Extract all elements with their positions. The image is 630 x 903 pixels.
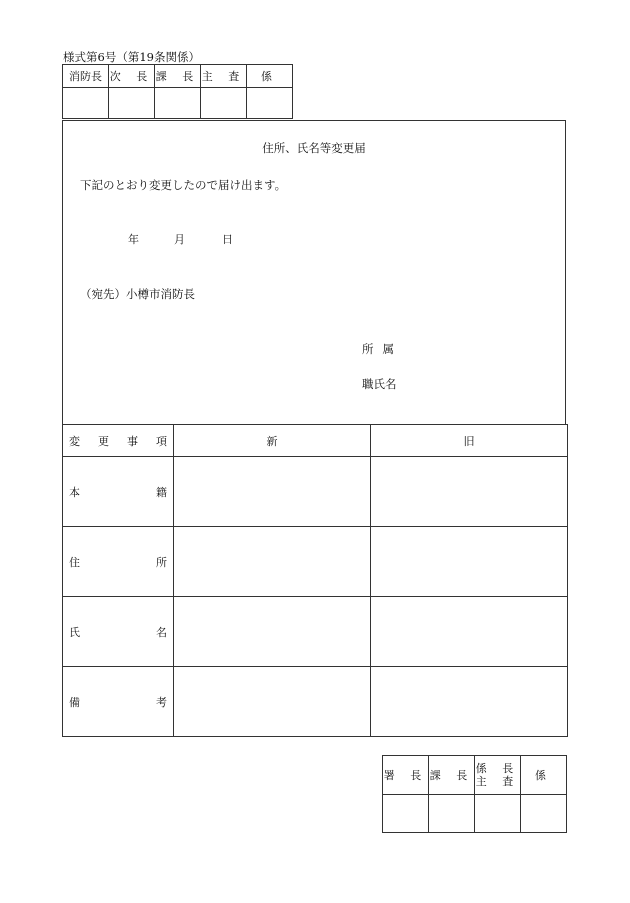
old-value-cell[interactable] [371, 527, 568, 597]
name-label: 職氏名 [362, 377, 397, 391]
approval-stamp-cell[interactable] [63, 88, 109, 119]
new-column-header: 新 [174, 425, 371, 457]
notification-box [62, 120, 566, 425]
approval-stamp-cell[interactable] [155, 88, 201, 119]
approval-stamp-cell[interactable] [201, 88, 247, 119]
intro-text: 下記のとおり変更したので届け出ます。 [80, 178, 287, 192]
form-number: 様式第6号（第19条関係） [63, 50, 200, 64]
approval-header-subsection-chief: 係 長 主 査 [475, 756, 521, 795]
item-column-header: 変 更 事 項 [63, 425, 174, 457]
table-row [63, 597, 568, 667]
approval-stamp-cell[interactable] [247, 88, 293, 119]
new-value-cell[interactable] [174, 527, 371, 597]
new-value-cell[interactable] [174, 597, 371, 667]
new-value-cell[interactable] [174, 457, 371, 527]
table-row [63, 457, 568, 527]
table-row [63, 667, 568, 737]
new-value-cell[interactable] [174, 667, 371, 737]
row-label-remarks: 備 考 [63, 667, 174, 737]
form-title: 住所、氏名等変更届 [262, 141, 366, 155]
approval-header-station-chief: 署 長 [383, 756, 429, 795]
approval-stamp-cell[interactable] [475, 795, 521, 833]
approval-header-staff: 係 [247, 65, 293, 88]
approval-header-staff: 係 [521, 756, 567, 795]
top-approval-table [62, 64, 293, 119]
date-year-label: 年 [128, 233, 139, 246]
row-label-domicile: 本 籍 [63, 457, 174, 527]
row-label-address: 住 所 [63, 527, 174, 597]
table-row [63, 527, 568, 597]
approval-header-section-chief: 課 長 [429, 756, 475, 795]
approval-stamp-cell[interactable] [383, 795, 429, 833]
affiliation-label: 所属 [362, 342, 403, 356]
approval-stamp-cell[interactable] [109, 88, 155, 119]
approval-header-chief: 消防長 [63, 65, 109, 88]
approval-header-deputy: 次 長 [109, 65, 155, 88]
old-value-cell[interactable] [371, 457, 568, 527]
date-month-label: 月 [174, 233, 185, 246]
change-table [62, 424, 568, 737]
approval-header-inspector: 主 査 [201, 65, 247, 88]
date-day-label: 日 [222, 233, 233, 246]
addressee: （宛先）小樽市消防長 [80, 287, 195, 301]
old-value-cell[interactable] [371, 667, 568, 737]
old-column-header: 旧 [371, 425, 568, 457]
approval-stamp-cell[interactable] [429, 795, 475, 833]
approval-stamp-cell[interactable] [521, 795, 567, 833]
old-value-cell[interactable] [371, 597, 568, 667]
row-label-name: 氏 名 [63, 597, 174, 667]
bottom-approval-table [382, 755, 567, 833]
approval-header-section-chief: 課 長 [155, 65, 201, 88]
